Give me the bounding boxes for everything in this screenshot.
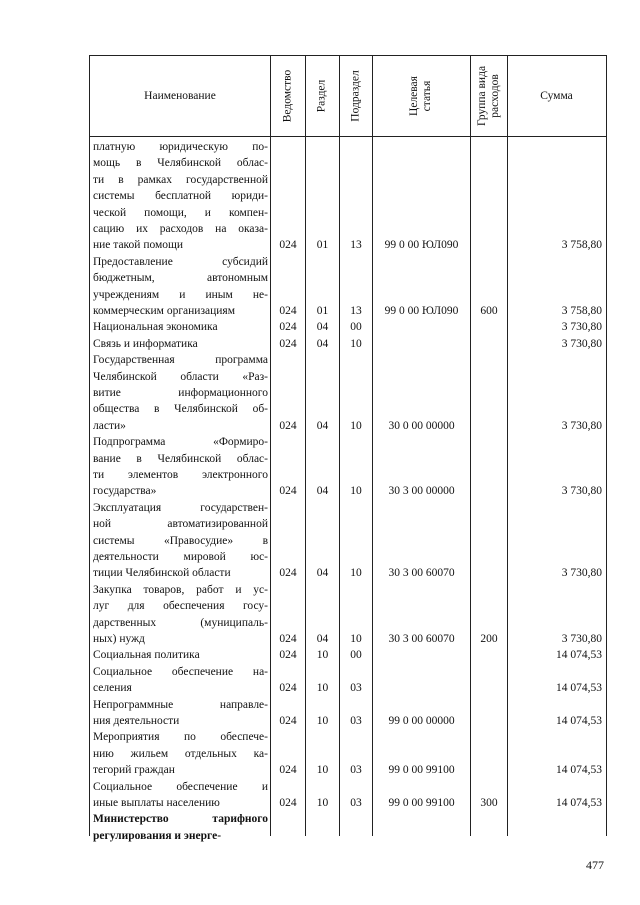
header-group-text <box>476 66 502 126</box>
cell-department: 024 <box>279 419 297 432</box>
cell-subsection: 10 <box>350 632 362 645</box>
cell-name-line: Челябинской области «Раз- <box>93 370 268 383</box>
cell-name-line: Государственная программа <box>93 354 268 367</box>
cell-name-line: регулирования и энерге- <box>93 829 222 842</box>
cell-section: 04 <box>316 419 329 432</box>
cell-name <box>93 319 268 335</box>
cell-name-line: Мероприятия по обеспече- <box>93 731 268 744</box>
cell-name-line: общества в Челябинской об- <box>93 403 268 416</box>
header-target-text <box>408 76 434 116</box>
cell-department: 024 <box>279 567 297 580</box>
page-number: 477 <box>586 858 604 872</box>
cell-name-line: Связь и информатика <box>93 337 198 350</box>
cell-department: 024 <box>279 321 297 334</box>
header-department-text: Ведомство <box>281 69 293 123</box>
cell-sum: 3 730,80 <box>561 485 602 498</box>
cell-name <box>93 434 268 500</box>
cell-name-line: платную юридическую по- <box>93 141 268 153</box>
cell-group: 200 <box>480 632 498 645</box>
header-name-text: Наименование <box>144 90 216 102</box>
cell-name-line: Национальная экономика <box>93 321 218 334</box>
header-department <box>270 56 305 136</box>
header-group-line2: расходов <box>488 74 501 118</box>
table-row <box>90 664 606 697</box>
cell-sum: 14 074,53 <box>556 764 602 777</box>
cell-subsection: 10 <box>350 419 362 432</box>
cell-sum: 14 074,53 <box>556 649 602 662</box>
cell-name-line: системы бесплатной юриди- <box>93 190 268 203</box>
cell-subsection: 13 <box>350 239 362 252</box>
header-divider <box>90 136 606 137</box>
cell-name-line: ния деятельности <box>93 715 180 727</box>
cell-sum: 3 730,80 <box>561 337 602 350</box>
cell-name <box>93 811 268 844</box>
table-row <box>90 582 606 648</box>
cell-target: 99 0 00 ЮЛ090 <box>384 304 459 317</box>
cell-name-line: ти элементов электронного <box>93 469 268 481</box>
cell-subsection: 10 <box>350 567 362 580</box>
cell-name-line: сацию их расходов на оказа- <box>93 223 268 236</box>
header-target <box>372 56 470 136</box>
table-row <box>90 697 606 730</box>
cell-department: 024 <box>279 239 297 252</box>
cell-name <box>93 664 268 697</box>
cell-name-line: учреждениям и иным не- <box>93 288 268 301</box>
cell-subsection: 03 <box>350 764 362 777</box>
table-row <box>90 647 606 663</box>
cell-subsection: 00 <box>350 321 362 334</box>
cell-name-line: нию жильем отдельных ка- <box>93 747 268 760</box>
cell-name <box>93 139 268 254</box>
cell-target: 99 0 00 99100 <box>388 764 455 777</box>
header-target-line1: Целевая <box>408 76 420 116</box>
cell-sum: 14 074,53 <box>556 682 602 695</box>
table-row <box>90 139 606 254</box>
cell-group: 300 <box>480 796 498 809</box>
cell-section: 10 <box>316 796 329 809</box>
cell-sum: 3 758,80 <box>561 239 602 252</box>
cell-name-line: деятельности мировой юс- <box>93 551 268 564</box>
table-row <box>90 811 606 844</box>
cell-subsection: 03 <box>350 796 362 809</box>
table-row <box>90 500 606 582</box>
cell-name-line: вание в Челябинской облас- <box>93 452 268 465</box>
cell-section: 04 <box>316 567 329 580</box>
cell-name <box>93 729 268 778</box>
table-row <box>90 434 606 500</box>
cell-section: 04 <box>316 485 329 498</box>
budget-table <box>89 55 607 842</box>
cell-section: 04 <box>316 337 329 350</box>
cell-subsection: 00 <box>350 649 362 662</box>
cell-section: 10 <box>316 714 329 727</box>
table-row <box>90 254 606 320</box>
cell-name-line: Социальное обеспечение и <box>93 780 268 793</box>
cell-target: 30 3 00 00000 <box>388 485 455 498</box>
cell-name <box>93 352 268 434</box>
table-row <box>90 729 606 778</box>
cell-name-line: ческой помощи, и компен- <box>93 206 268 219</box>
cell-sum: 3 730,80 <box>561 632 602 645</box>
cell-subsection: 13 <box>350 304 362 317</box>
cell-name <box>93 582 268 648</box>
header-target-line2: статья <box>421 80 433 112</box>
cell-name <box>93 779 268 812</box>
cell-name-line: Предоставление субсидий <box>93 255 268 268</box>
cell-name-line: витие информационного <box>93 387 268 399</box>
table-row <box>90 352 606 434</box>
cell-sum: 3 730,80 <box>561 321 602 334</box>
cell-name-line: Подпрограмма «Формиро- <box>93 436 268 449</box>
cell-section: 10 <box>316 649 329 662</box>
table-row <box>90 779 606 812</box>
cell-sum: 14 074,53 <box>556 714 602 727</box>
cell-name-line: Министерство тарифного <box>93 813 268 826</box>
cell-section: 01 <box>316 239 329 252</box>
cell-name-line: Непрограммные направле- <box>93 698 268 711</box>
cell-sum: 3 758,80 <box>561 304 602 317</box>
cell-department: 024 <box>279 485 297 498</box>
cell-section: 04 <box>316 321 329 334</box>
cell-target: 30 3 00 60070 <box>388 567 455 580</box>
cell-name-line: Эксплуатация государствен- <box>93 501 268 514</box>
cell-name <box>93 336 268 352</box>
cell-name-line: ных) нужд <box>93 633 145 646</box>
header-subsection-text: Подраздел <box>349 70 361 122</box>
cell-name-line: Закупка товаров, работ и ус- <box>93 583 268 596</box>
cell-name <box>93 500 268 582</box>
header-section-text: Раздел <box>315 79 328 113</box>
cell-department: 024 <box>279 764 297 777</box>
cell-department: 024 <box>279 632 297 645</box>
cell-department: 024 <box>279 796 297 809</box>
header-section <box>305 56 339 136</box>
cell-name-line: тегорий граждан <box>93 764 175 777</box>
cell-section: 10 <box>316 682 329 695</box>
cell-department: 024 <box>279 304 297 317</box>
cell-name-line: ласти» <box>93 419 126 432</box>
cell-subsection: 10 <box>350 337 362 350</box>
cell-name-line: ние такой помощи <box>93 239 184 252</box>
cell-sum: 3 730,80 <box>561 419 602 432</box>
cell-target: 30 3 00 60070 <box>388 632 455 645</box>
header-group-line1: Группа вида <box>475 65 488 127</box>
header-name <box>90 56 270 136</box>
table-row <box>90 319 606 335</box>
cell-section: 01 <box>316 304 329 317</box>
cell-name <box>93 647 268 663</box>
cell-name-line: Социальная политика <box>93 649 200 662</box>
cell-name-line: государства» <box>93 485 157 498</box>
cell-department: 024 <box>279 682 297 695</box>
header-sum-text: Сумма <box>540 90 573 102</box>
cell-name-line: системы «Правосудие» в <box>93 534 268 547</box>
header-subsection <box>339 56 372 136</box>
cell-target: 30 0 00 00000 <box>388 419 455 432</box>
cell-department: 024 <box>279 337 297 350</box>
table-row <box>90 336 606 352</box>
cell-name <box>93 254 268 320</box>
cell-section: 04 <box>316 632 329 645</box>
cell-department: 024 <box>279 649 297 662</box>
cell-section: 10 <box>316 764 329 777</box>
cell-subsection: 10 <box>350 485 362 498</box>
cell-name <box>93 697 268 730</box>
cell-name-line: селения <box>93 682 132 695</box>
header-sum <box>507 56 606 136</box>
cell-subsection: 03 <box>350 714 362 727</box>
cell-subsection: 03 <box>350 682 362 695</box>
cell-target: 99 0 00 ЮЛ090 <box>384 239 459 252</box>
cell-target: 99 0 00 00000 <box>388 714 455 727</box>
cell-sum: 14 074,53 <box>556 796 602 809</box>
cell-name-line: иные выплаты населению <box>93 797 220 809</box>
cell-name-line: дарственных (муниципаль- <box>93 616 268 629</box>
cell-department: 024 <box>279 714 297 727</box>
cell-sum: 3 730,80 <box>561 567 602 580</box>
cell-name-line: ной автоматизированной <box>93 518 268 531</box>
cell-name-line: мощь в Челябинской облас- <box>93 157 268 170</box>
cell-name-line: Социальное обеспечение на- <box>93 665 268 678</box>
cell-group: 600 <box>480 304 498 317</box>
header-group <box>470 56 507 136</box>
cell-name-line: луг для обеспечения госу- <box>93 600 268 613</box>
cell-target: 99 0 00 99100 <box>388 796 455 809</box>
cell-name-line: коммерческим организациям <box>93 305 235 318</box>
cell-name-line: ти в рамках государственной <box>93 173 268 186</box>
cell-name-line: тиции Челябинской области <box>93 567 231 580</box>
cell-name-line: бюджетным, автономным <box>93 272 268 285</box>
